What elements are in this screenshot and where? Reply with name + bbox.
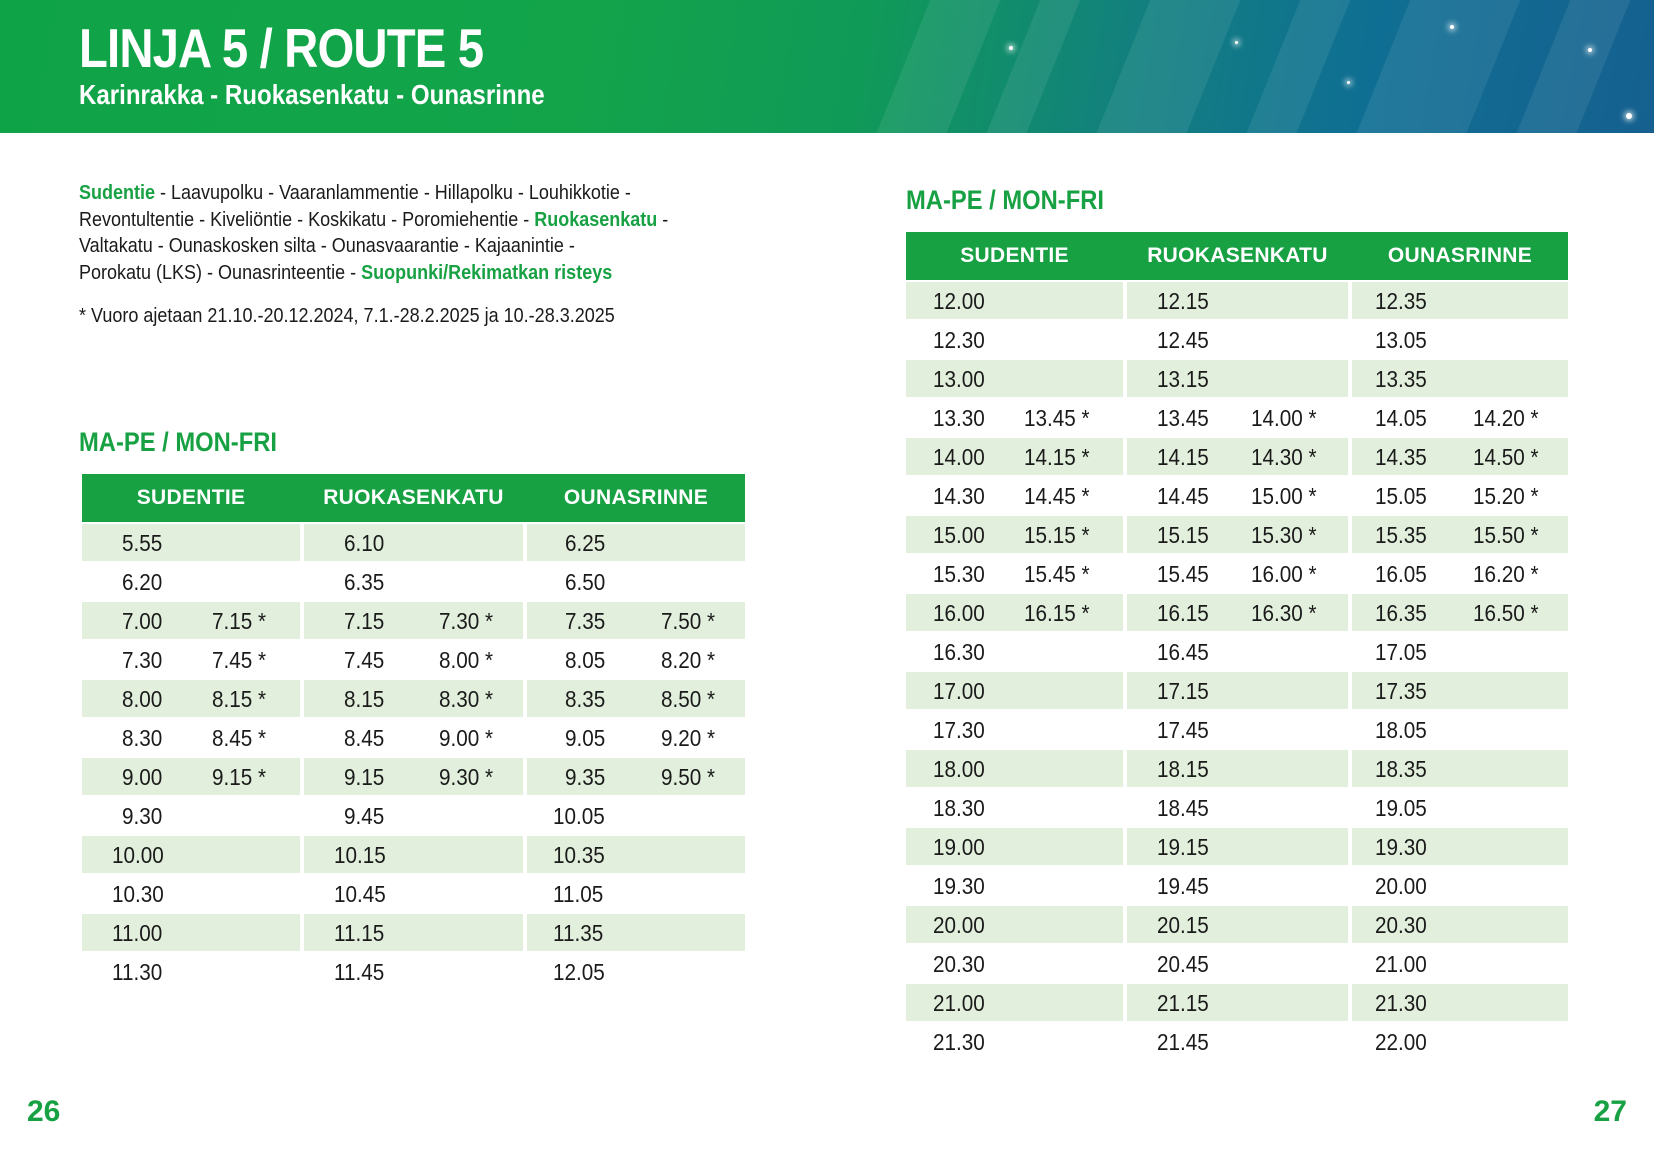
table-row [906, 282, 1568, 319]
departure-time: 11.00 [112, 920, 163, 946]
departure-time: 21.30 [1375, 990, 1427, 1016]
departure-time: 19.05 [1375, 795, 1427, 821]
extra-departure-time: 14.50 * [1473, 444, 1539, 470]
table-cell [1352, 555, 1568, 592]
departure-time: 7.15 [344, 608, 385, 634]
extra-departure-time: 9.00 * [439, 725, 494, 751]
extra-departure-time: 8.50 * [661, 686, 716, 712]
extra-departure-time: 9.20 * [661, 725, 716, 751]
page-number-right: 27 [1593, 1095, 1627, 1128]
extra-departure-time: 14.30 * [1251, 444, 1317, 470]
table-row [82, 953, 745, 990]
departure-time: 18.30 [933, 795, 985, 821]
table-cell [304, 563, 523, 600]
table-cell [1127, 321, 1348, 358]
stop-list-line [79, 260, 691, 287]
table-cell [906, 711, 1123, 748]
table-cell [82, 563, 300, 600]
table-cell [906, 516, 1123, 553]
stop-text: - [657, 208, 669, 231]
table-cell [304, 914, 523, 951]
departure-time: 16.05 [1375, 561, 1427, 587]
extra-departure-time: 15.00 * [1251, 483, 1317, 509]
table-cell [304, 875, 523, 912]
table-cell [1127, 360, 1348, 397]
extra-departure-time: 15.15 * [1024, 522, 1090, 548]
table-cell [1352, 906, 1568, 943]
table-cell [1352, 321, 1568, 358]
table-cell [1352, 594, 1568, 631]
table-cell [82, 602, 300, 639]
table-cell [527, 836, 745, 873]
table-cell [82, 797, 300, 834]
departure-time: 13.15 [1157, 366, 1209, 392]
table-cell [1127, 633, 1348, 670]
table-cell [304, 758, 523, 795]
table-row [906, 789, 1568, 826]
departure-time: 7.35 [565, 608, 606, 634]
stop-text: - Laavupolku - Vaaranlammentie - Hillapolku - Louhikkotie - [155, 182, 631, 204]
departure-time: 10.30 [112, 881, 164, 907]
column-header-ruokasenkatu: RUOKASENKATU [1147, 244, 1328, 267]
table-cell [1352, 399, 1568, 436]
right-timetable [906, 232, 1568, 1060]
table-cell [1352, 828, 1568, 865]
table-cell [906, 594, 1123, 631]
departure-time: 9.30 [122, 803, 163, 829]
departure-time: 18.45 [1157, 795, 1209, 821]
departure-time: 16.30 [933, 639, 985, 665]
table-row [906, 555, 1568, 592]
table-row [82, 719, 745, 756]
table-row [906, 321, 1568, 358]
banner-star [1588, 48, 1592, 52]
departure-time: 15.00 [933, 522, 985, 548]
departure-time: 6.20 [122, 569, 163, 595]
schedule-note: * Vuoro ajetaan 21.10.-20.12.2024, 7.1.-28.2.2025 ja 10.-28.3.2025 [79, 305, 615, 327]
departure-time: 20.15 [1157, 912, 1209, 938]
banner-star [1626, 113, 1632, 119]
table-cell [906, 984, 1123, 1021]
table-header [906, 232, 1568, 280]
header-banner [0, 0, 1654, 133]
table-cell [304, 719, 523, 756]
left-section-title: MA-PE / MON-FRI [79, 427, 277, 457]
table-cell [906, 360, 1123, 397]
departure-time: 17.05 [1375, 639, 1427, 665]
departure-time: 11.15 [334, 920, 385, 946]
table-cell [1127, 789, 1348, 826]
table-cell [1352, 867, 1568, 904]
extra-departure-time: 9.30 * [439, 764, 494, 790]
departure-time: 20.45 [1157, 951, 1209, 977]
departure-time: 14.00 [933, 444, 985, 470]
departure-time: 16.15 [1157, 600, 1209, 626]
table-cell [1127, 282, 1348, 319]
table-row [906, 438, 1568, 475]
departure-time: 6.10 [344, 530, 385, 556]
table-cell [527, 797, 745, 834]
departure-time: 14.45 [1157, 483, 1209, 509]
stop-list-line [79, 180, 691, 207]
departure-time: 8.00 [122, 686, 163, 712]
departure-time: 11.05 [553, 881, 604, 907]
departure-time: 9.35 [565, 764, 606, 790]
extra-departure-time: 8.00 * [439, 647, 494, 673]
table-cell [82, 953, 300, 990]
table-row [82, 875, 745, 912]
table-row [906, 945, 1568, 982]
table-cell [1352, 360, 1568, 397]
table-row [906, 867, 1568, 904]
departure-time: 14.30 [933, 483, 985, 509]
page-title: LINJA 5 / ROUTE 5 [79, 17, 484, 79]
extra-departure-time: 7.50 * [661, 608, 716, 634]
banner-light-ray [862, 0, 1009, 133]
table-cell [1352, 984, 1568, 1021]
departure-time: 12.05 [553, 959, 605, 985]
departure-time: 12.00 [933, 288, 985, 314]
departure-time: 6.25 [565, 530, 606, 556]
departure-time: 17.15 [1157, 678, 1209, 704]
departure-time: 13.45 [1157, 405, 1209, 431]
table-cell [1352, 516, 1568, 553]
table-cell [304, 680, 523, 717]
stop-text: Revontultentie - Kiveliöntie - Koskikatu - Poromiehentie - [79, 208, 535, 231]
table-cell [527, 914, 745, 951]
table-cell [82, 836, 300, 873]
departure-time: 6.35 [344, 569, 385, 595]
departure-time: 13.30 [933, 405, 985, 431]
table-cell [1127, 399, 1348, 436]
departure-time: 20.30 [933, 951, 985, 977]
departure-time: 17.45 [1157, 717, 1209, 743]
departure-time: 10.35 [553, 842, 605, 868]
extra-departure-time: 16.15 * [1024, 600, 1090, 626]
banner-light-ray [1502, 0, 1639, 133]
banner-star [1009, 46, 1013, 50]
table-cell [527, 680, 745, 717]
banner-light-ray [1232, 0, 1359, 133]
table-cell [1127, 1023, 1348, 1060]
table-cell [304, 524, 523, 561]
departure-time: 18.35 [1375, 756, 1427, 782]
departure-time: 22.00 [1375, 1029, 1427, 1055]
table-cell [527, 524, 745, 561]
page-number-left: 26 [27, 1095, 61, 1128]
table-cell [527, 953, 745, 990]
table-cell [1352, 633, 1568, 670]
departure-time: 11.45 [334, 959, 385, 985]
extra-departure-time: 7.30 * [439, 608, 494, 634]
banner-star [1450, 25, 1454, 29]
table-cell [1127, 984, 1348, 1021]
right-section-title: MA-PE / MON-FRI [906, 185, 1104, 215]
departure-time: 21.45 [1157, 1029, 1209, 1055]
table-cell [906, 828, 1123, 865]
departure-time: 9.00 [122, 764, 163, 790]
table-cell [527, 641, 745, 678]
departure-time: 17.30 [933, 717, 985, 743]
extra-departure-time: 8.30 * [439, 686, 494, 712]
extra-departure-time: 15.30 * [1251, 522, 1317, 548]
table-row [82, 641, 745, 678]
column-header-ounasrinne: OUNASRINNE [563, 486, 709, 509]
departure-time: 19.30 [933, 873, 985, 899]
table-cell [1127, 477, 1348, 514]
extra-departure-time: 15.50 * [1473, 522, 1539, 548]
table-row [906, 906, 1568, 943]
departure-time: 18.05 [1375, 717, 1427, 743]
table-cell [1352, 945, 1568, 982]
extra-departure-time: 13.45 * [1024, 405, 1090, 431]
departure-time: 19.45 [1157, 873, 1209, 899]
departure-time: 10.15 [334, 842, 386, 868]
stop-highlight: Ruokasenkatu [534, 208, 658, 231]
left-timetable [82, 474, 745, 990]
departure-time: 13.05 [1375, 327, 1427, 353]
extra-departure-time: 15.20 * [1473, 483, 1539, 509]
column-header-ruokasenkatu: RUOKASENKATU [323, 486, 504, 509]
table-cell [527, 563, 745, 600]
departure-time: 7.00 [122, 608, 163, 634]
extra-departure-time: 7.45 * [212, 647, 267, 673]
table-cell [304, 641, 523, 678]
departure-time: 12.35 [1375, 288, 1427, 314]
departure-time: 8.45 [344, 725, 385, 751]
table-cell [906, 477, 1123, 514]
departure-time: 15.35 [1375, 522, 1427, 548]
table-cell [1352, 789, 1568, 826]
extra-departure-time: 14.20 * [1473, 405, 1539, 431]
table-row [906, 477, 1568, 514]
departure-time: 19.30 [1375, 834, 1427, 860]
table-cell [1352, 750, 1568, 787]
table-cell [1127, 906, 1348, 943]
table-cell [82, 719, 300, 756]
stop-text: Valtakatu - Ounaskosken silta - Ounasvaarantie - Kajaanintie - [79, 235, 575, 257]
departure-time: 8.35 [565, 686, 606, 712]
departure-time: 21.15 [1157, 990, 1209, 1016]
table-row [82, 797, 745, 834]
departure-time: 9.15 [344, 764, 385, 790]
departure-time: 13.35 [1375, 366, 1427, 392]
departure-time: 21.30 [933, 1029, 985, 1055]
extra-departure-time: 16.50 * [1473, 600, 1539, 626]
table-row [82, 836, 745, 873]
departure-time: 15.30 [933, 561, 985, 587]
table-cell [1127, 594, 1348, 631]
extra-departure-time: 16.30 * [1251, 600, 1317, 626]
extra-departure-time: 14.15 * [1024, 444, 1090, 470]
table-row [82, 563, 745, 600]
extra-departure-time: 14.00 * [1251, 405, 1317, 431]
departure-time: 20.00 [1375, 873, 1427, 899]
table-row [906, 828, 1568, 865]
departure-time: 7.30 [122, 647, 163, 673]
extra-departure-time: 16.20 * [1473, 561, 1539, 587]
departure-time: 18.15 [1157, 756, 1209, 782]
table-row [906, 1023, 1568, 1060]
departure-time: 21.00 [933, 990, 985, 1016]
table-cell [906, 906, 1123, 943]
departure-time: 14.05 [1375, 405, 1427, 431]
table-row [906, 594, 1568, 631]
departure-time: 15.15 [1157, 522, 1209, 548]
table-cell [1352, 1023, 1568, 1060]
departure-time: 14.35 [1375, 444, 1427, 470]
table-header [82, 474, 745, 522]
table-cell [906, 321, 1123, 358]
departure-time: 15.05 [1375, 483, 1427, 509]
stop-list-line [79, 233, 691, 260]
departure-time: 16.45 [1157, 639, 1209, 665]
table-cell [527, 602, 745, 639]
table-cell [527, 719, 745, 756]
table-cell [1352, 438, 1568, 475]
departure-time: 15.45 [1157, 561, 1209, 587]
table-row [906, 711, 1568, 748]
stop-text: Porokatu (LKS) - Ounasrinteentie - [79, 261, 362, 284]
table-cell [1352, 711, 1568, 748]
departure-time: 14.15 [1157, 444, 1209, 470]
departure-time: 12.15 [1157, 288, 1209, 314]
departure-time: 10.45 [334, 881, 386, 907]
table-cell [1127, 750, 1348, 787]
stop-highlight: Sudentie [79, 182, 156, 204]
table-cell [1127, 828, 1348, 865]
table-cell [1352, 282, 1568, 319]
table-row [82, 758, 745, 795]
table-cell [304, 953, 523, 990]
table-cell [1127, 711, 1348, 748]
departure-time: 12.45 [1157, 327, 1209, 353]
extra-departure-time: 9.15 * [212, 764, 267, 790]
route-subtitle: Karinrakka - Ruokasenkatu - Ounasrinne [79, 79, 545, 110]
column-header-sudentie: SUDENTIE [136, 486, 246, 509]
table-cell [1352, 672, 1568, 709]
extra-departure-time: 15.45 * [1024, 561, 1090, 587]
departure-time: 21.00 [1375, 951, 1427, 977]
table-cell [906, 282, 1123, 319]
departure-time: 19.00 [933, 834, 985, 860]
table-row [82, 602, 745, 639]
table-row [82, 680, 745, 717]
table-cell [304, 836, 523, 873]
table-row [906, 360, 1568, 397]
table-cell [906, 867, 1123, 904]
table-cell [82, 680, 300, 717]
table-cell [1127, 516, 1348, 553]
table-cell [1127, 438, 1348, 475]
departure-time: 12.30 [933, 327, 985, 353]
extra-departure-time: 14.45 * [1024, 483, 1090, 509]
departure-time: 9.05 [565, 725, 606, 751]
table-cell [527, 875, 745, 912]
departure-time: 20.30 [1375, 912, 1427, 938]
table-row [82, 914, 745, 951]
table-cell [82, 524, 300, 561]
table-cell [906, 633, 1123, 670]
stop-highlight: Suopunki/Rekimatkan risteys [361, 261, 613, 284]
banner-light-ray [1342, 0, 1529, 133]
banner-star [1235, 41, 1238, 44]
departure-time: 11.30 [112, 959, 163, 985]
table-cell [304, 602, 523, 639]
table-row [906, 399, 1568, 436]
table-row [906, 750, 1568, 787]
extra-departure-time: 8.45 * [212, 725, 267, 751]
departure-time: 19.15 [1157, 834, 1209, 860]
table-row [906, 633, 1568, 670]
table-cell [906, 438, 1123, 475]
table-cell [1127, 672, 1348, 709]
table-cell [906, 1023, 1123, 1060]
departure-time: 10.05 [553, 803, 605, 829]
table-cell [906, 945, 1123, 982]
departure-time: 16.00 [933, 600, 985, 626]
table-row [906, 516, 1568, 553]
table-cell [1127, 945, 1348, 982]
column-header-ounasrinne: OUNASRINNE [1387, 244, 1533, 267]
departure-time: 8.05 [565, 647, 606, 673]
table-cell [82, 914, 300, 951]
table-cell [906, 555, 1123, 592]
extra-departure-time: 8.15 * [212, 686, 267, 712]
departure-time: 17.00 [933, 678, 985, 704]
departure-time: 9.45 [344, 803, 385, 829]
departure-time: 6.50 [565, 569, 606, 595]
departure-time: 20.00 [933, 912, 985, 938]
table-cell [527, 758, 745, 795]
departure-time: 7.45 [344, 647, 385, 673]
table-cell [82, 641, 300, 678]
departure-time: 13.00 [933, 366, 985, 392]
table-cell [82, 758, 300, 795]
departure-time: 8.15 [344, 686, 385, 712]
table-cell [906, 750, 1123, 787]
departure-time: 8.30 [122, 725, 163, 751]
table-cell [1127, 867, 1348, 904]
departure-time: 16.35 [1375, 600, 1427, 626]
column-header-sudentie: SUDENTIE [960, 244, 1069, 267]
table-row [906, 984, 1568, 1021]
table-cell [1352, 477, 1568, 514]
departure-time: 17.35 [1375, 678, 1427, 704]
table-row [82, 524, 745, 561]
departure-time: 10.00 [112, 842, 164, 868]
banner-star [1347, 81, 1350, 84]
table-cell [906, 789, 1123, 826]
table-cell [82, 875, 300, 912]
table-cell [906, 672, 1123, 709]
extra-departure-time: 8.20 * [661, 647, 716, 673]
departure-time: 18.00 [933, 756, 985, 782]
table-cell [1127, 555, 1348, 592]
table-cell [906, 399, 1123, 436]
extra-departure-time: 7.15 * [212, 608, 267, 634]
table-cell [304, 797, 523, 834]
table-row [906, 672, 1568, 709]
stop-list-line [79, 207, 691, 234]
extra-departure-time: 16.00 * [1251, 561, 1317, 587]
extra-departure-time: 9.50 * [661, 764, 716, 790]
banner-light-ray [1082, 0, 1249, 133]
departure-time: 11.35 [553, 920, 604, 946]
departure-time: 5.55 [122, 530, 163, 556]
stop-list [79, 180, 759, 286]
